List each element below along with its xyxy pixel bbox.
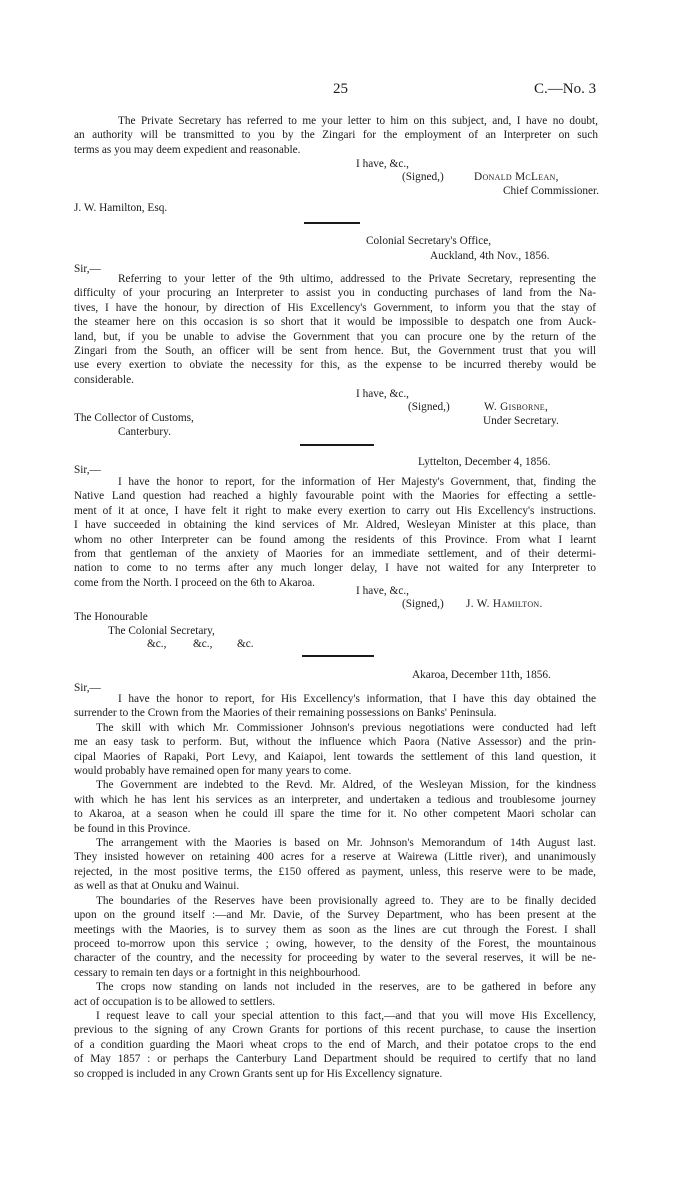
letter3-signatory: J. W. Hamilton. — [466, 598, 543, 610]
text-line: come from the North. I proceed on the 6th to Akaroa. — [74, 576, 315, 589]
text-line: the steamer here on this occasion is so short that it would be impossible to despatch one from Auck- — [74, 316, 596, 329]
letter1-addressee: J. W. Hamilton, Esq. — [74, 202, 168, 214]
letter1-title: Chief Commissioner. — [503, 185, 600, 197]
text-line: previous to the signing of any Crown Grants for portions of this recent purchase, to cause the insertion — [74, 1024, 596, 1037]
text-line: ment of it at once, I have felt it right to make every exertion to carry out His Excellency's instructions. — [74, 504, 596, 517]
text-line: I have the honor to report, for His Excellency's information, that I have this day obtained the — [118, 693, 596, 705]
letter3-addressee-etc1: &c., — [147, 638, 167, 650]
letter3-signed: (Signed,) — [402, 598, 444, 610]
letter1-closing: I have, &c., — [356, 158, 410, 170]
paragraph — [74, 1009, 596, 1081]
text-line: land, but, if you be unable to advise the Government that you can procure one by the return of the — [74, 330, 596, 343]
letter2-closing: I have, &c., — [356, 388, 410, 400]
text-line: I request leave to call your special attention to this fact,—and that you will move His Excellency, — [96, 1009, 596, 1022]
letter2-place-date: Auckland, 4th Nov., 1856. — [430, 250, 550, 262]
text-line: tives, I have the honour, by direction of His Excellency's Government, to inform you that the stay of — [74, 301, 596, 314]
letter3-place-date: Lyttelton, December 4, 1856. — [418, 456, 551, 468]
text-line: They insisted however on retaining 400 acres for a reserve at Wairewa (Little river), and unanimously — [74, 851, 596, 864]
text-line: with which he has lent his services as an interpreter, and undertaken a tedious and troublesome journey — [74, 793, 596, 806]
letter2-salutation: Sir,— — [74, 263, 101, 275]
text-line: would probably have remained open for many years to come. — [74, 765, 352, 778]
page-number: 25 — [333, 81, 348, 97]
letter3-addressee-line2: The Colonial Secretary, — [108, 625, 215, 637]
separator-rule — [302, 655, 374, 657]
letter3-closing: I have, &c., — [356, 585, 410, 597]
text-line: cipal Maories of Rapaki, Port Levy, and Kaiapoi, lent towards the settlement of this land question, it — [74, 750, 596, 763]
paragraph — [74, 836, 596, 894]
text-line: Referring to your letter of the 9th ultimo, addressed to the Private Secretary, representing the — [118, 273, 596, 285]
text-line: so cropped is included in any Crown Grants sent up for His Excellency signature. — [74, 1067, 443, 1080]
text-line: of May 1857 : or perhaps the Canterbury Land Department should be required to certify that no land — [74, 1053, 596, 1066]
text-line: I have the honor to report, for the information of Her Majesty's Government, that, finding the — [118, 476, 596, 488]
letter2-signatory: W. Gisborne, — [484, 401, 549, 413]
letter2-signed: (Signed,) — [408, 401, 450, 413]
text-line: difficulty of your procuring an Interpreter to assist you in conducting purchases of land from the Na- — [74, 287, 596, 300]
text-line: be found in this Province. — [74, 822, 191, 835]
letter3-addressee-line1: The Honourable — [74, 611, 148, 623]
text-line: terms as you may deem expedient and reasonable. — [74, 143, 301, 156]
text-line: I have succeeded in obtaining the kind services of Mr. Aldred, Wesleyan Minister at this place, than — [74, 519, 596, 532]
paragraph — [74, 778, 596, 836]
separator-rule — [304, 222, 360, 224]
paragraph — [74, 692, 596, 721]
text-line: surrender to the Crown from the Maories of their remaining possessions on Banks' Peninsula. — [74, 707, 497, 720]
text-line: The Government are indebted to the Revd. Mr. Aldred, of the Wesleyan Mission, for the kindness — [96, 779, 596, 792]
letter2-body — [74, 272, 596, 387]
letter3-body — [74, 475, 596, 590]
text-line: upon on the ground itself :—and Mr. Davie, of the Survey Department, who has been present at the — [74, 909, 596, 922]
separator-rule — [300, 444, 374, 446]
text-line: Native Land question had reached a highly favourable point with the Maories for effecting a settle- — [74, 490, 596, 503]
text-line: of a condition guarding the Maori wheat crops to the end of March, and their potatoe crops to the end — [74, 1038, 596, 1051]
letter4-salutation: Sir,— — [74, 682, 101, 694]
text-line: The crops now standing on lands not included in the reserves, are to be gathered in before any — [96, 981, 596, 994]
text-line: as well as that at Onuku and Wainui. — [74, 880, 240, 893]
letter3-addressee-etc3: &c. — [237, 638, 254, 650]
letter2-title: Under Secretary. — [483, 415, 559, 427]
paragraph — [74, 980, 596, 1009]
text-line: cessary to remain ten days or a fortnight in this neighbourhood. — [74, 966, 361, 979]
letter3-addressee-etc2: &c., — [193, 638, 213, 650]
text-line: an authority will be transmitted to you by the Zingari for the employment of an Interpreter on such — [74, 129, 598, 142]
text-line: rejected, in the most positive terms, the £150 offered as payment, unless, this reserve were to be made, — [74, 865, 596, 878]
text-line: nation to come to no terms after any much longer delay, I have not waited for any Interpreter to — [74, 562, 596, 575]
text-line: proceed to-morrow upon this service ; owing, however, to the density of the Forest, the mountainous — [74, 937, 596, 950]
text-line: The boundaries of the Reserves have been provisionally agreed to. They are to be finally decided — [96, 894, 596, 907]
text-line: use every exertion to obviate the necessity for this, as the expense to be incurred thereby would be — [74, 359, 596, 372]
text-line: act of occupation is to be allowed to settlers. — [74, 995, 276, 1008]
letter3-salutation: Sir,— — [74, 464, 101, 476]
letter4-place-date: Akaroa, December 11th, 1856. — [412, 669, 551, 681]
text-line: meetings with the Maories, is to survey them as soon as the lines are cut through the Forest. I shall — [74, 923, 596, 936]
letter1-body — [74, 114, 598, 157]
text-line: whom no other Interpreter can be found among the residents of this Province. From what I learnt — [74, 533, 596, 546]
text-line: Zingari from the South, an officer will be sent from hence. But, the Government trust that you will — [74, 345, 596, 358]
text-line: to Akaroa, at a season when he could ill spare the time for it. No other competent Maori scholar can — [74, 808, 596, 821]
letter2-addressee-line1: The Collector of Customs, — [74, 412, 194, 424]
paragraph — [74, 721, 596, 779]
text-line: The skill with which Mr. Commissioner Johnson's previous negotiations were conducted had left — [96, 721, 596, 734]
text-line: me an easy task to perform. But, without the influence which Paora (Native Assessor) and the prin- — [74, 736, 596, 749]
paragraph — [74, 894, 596, 980]
letter4-body — [74, 692, 596, 1081]
text-line: character of the country, and the necessity for proceeding by water to the several reserves, it will be ne- — [74, 952, 596, 965]
text-line: from that gentleman of the anxiety of Maories for an immediate settlement, and of their determi- — [74, 548, 596, 561]
text-line: The arrangement with the Maories is based on Mr. Johnson's Memorandum of 14th August last. — [96, 837, 596, 850]
text-line: considerable. — [74, 373, 134, 386]
letter1-signed: (Signed,) — [402, 171, 444, 183]
text-line: The Private Secretary has referred to me your letter to him on this subject, and, I have no doubt, — [118, 115, 598, 127]
letter1-signatory: Donald McLean, — [474, 171, 559, 183]
document-number: C.—No. 3 — [534, 81, 597, 97]
letter2-addressee-line2: Canterbury. — [118, 426, 171, 438]
letter2-office: Colonial Secretary's Office, — [366, 235, 492, 247]
